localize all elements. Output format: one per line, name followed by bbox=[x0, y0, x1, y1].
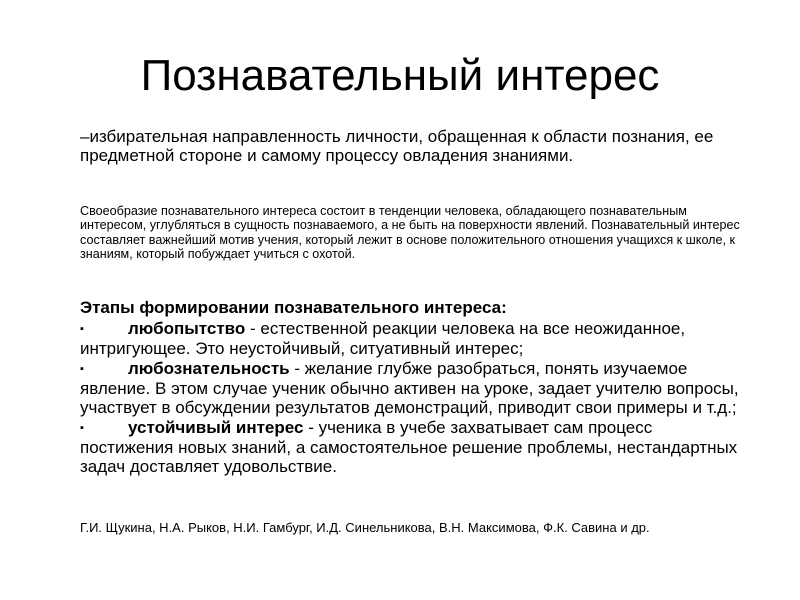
bullet-icon: ▪ bbox=[80, 422, 84, 434]
definition-text: –избирательная направленность личности, обращенная к области познания, ее предметной стороне и самому процессу овладения знаниями. bbox=[80, 127, 714, 165]
stage-item-curiosity bbox=[80, 319, 750, 358]
bullet-icon: ▪ bbox=[80, 363, 84, 375]
stages-heading: Этапы формировании познавательного интереса: bbox=[80, 298, 507, 317]
stage-item-inquisitiveness bbox=[80, 359, 750, 417]
description-text: Своеобразие познавательного интереса состоит в тенденции человека, обладающего познавательным интересом, углубляться в сущность познаваемого, а не быть на поверхности явлений. Познавательный интерес составляет важнейший мотив учения, который лежит в основе положительного отношения учащихся к школе, к знаниям, который побуждает учиться с охотой. bbox=[80, 204, 740, 262]
stage-text: - желание глубже разобраться, понять изучаемое явление. В этом случае ученик обычно активен на уроке, задает учителю вопросы, участвует в обсуждении результатов демонстраций, приводит свои примеры и т.д.; bbox=[80, 359, 739, 417]
stage-text: - естественной реакции человека на все неожиданное, интригующее. Это неустойчивый, ситуативный интерес; bbox=[80, 319, 686, 358]
stages-section bbox=[80, 298, 750, 477]
stage-item-stable-interest bbox=[80, 418, 750, 476]
stage-term: любопытство bbox=[128, 319, 246, 338]
bullet-icon: ▪ bbox=[80, 323, 84, 335]
authors-text: Г.И. Щукина, Н.А. Рыков, Н.И. Гамбург, И.Д. Синельникова, В.Н. Максимова, Ф.К. Савина и др. bbox=[80, 520, 650, 535]
stage-term: любознательность bbox=[128, 359, 290, 378]
stage-term: устойчивый интерес bbox=[128, 418, 304, 437]
stage-text: - ученика в учебе захватывает сам процесс постижения новых знаний, а самостоятельное решение проблемы, нестандартных задач доставляет удовольствие. bbox=[80, 418, 738, 476]
slide-title: Познавательный интерес bbox=[140, 51, 660, 100]
